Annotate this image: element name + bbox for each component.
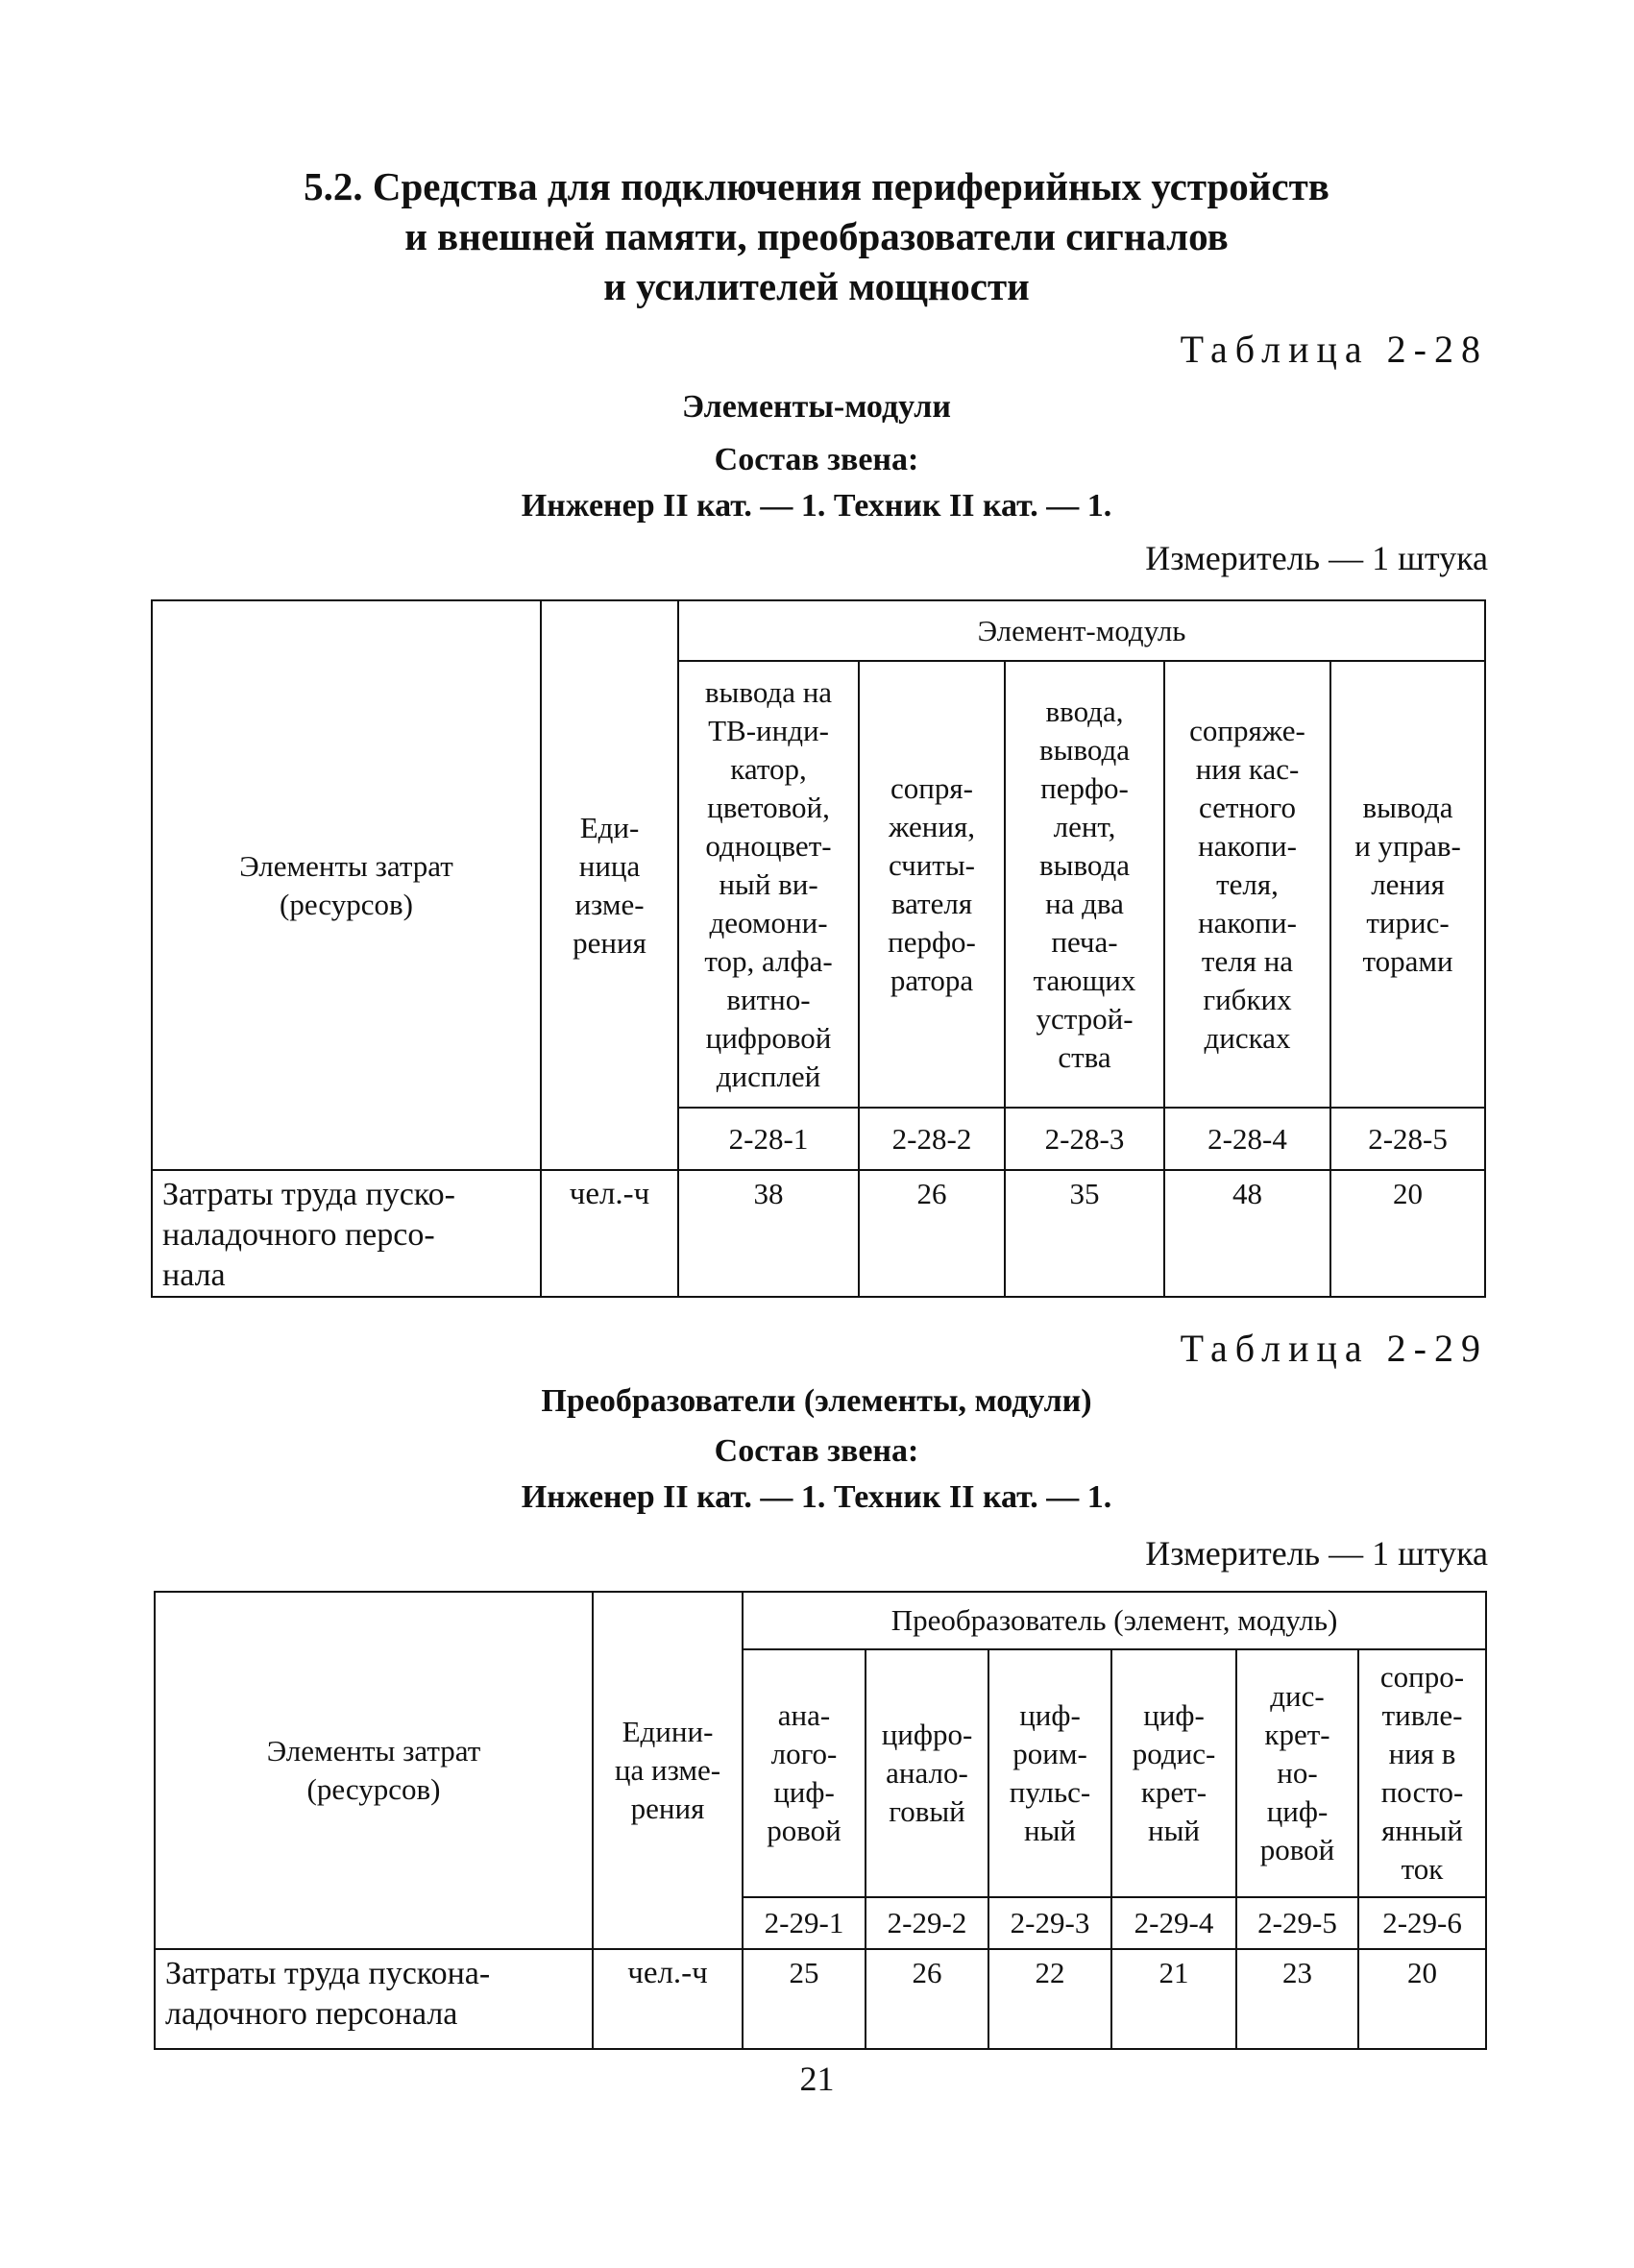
crew-title: Состав звена: [714,1433,919,1469]
table-2-28 [151,599,1486,1298]
column-code: 2-29-4 [1111,1897,1236,1949]
column-header: циф- родис- крет- ный [1111,1649,1236,1897]
column-header: сопря- жения, считы- вателя перфо- ратора [859,661,1005,1108]
row-value: 25 [743,1949,866,2049]
row-value: 21 [1111,1949,1236,2049]
column-header: сопро- тивле- ния в посто- янный ток [1358,1649,1486,1897]
table-row [152,1170,1485,1297]
row-value: 23 [1236,1949,1358,2049]
column-code: 2-29-1 [743,1897,866,1949]
row-value: 26 [859,1170,1005,1297]
table-2-29 [154,1591,1487,2050]
header-cost-elements: Элементы затрат (ресурсов) [155,1592,593,1949]
page-number: 21 [799,2060,835,2098]
crew-title: Состав звена: [714,442,919,477]
column-header: вывода на ТВ-инди- катор, цветовой, одноцвет- ный ви- деомони- тор, алфа- витно- цифровой дисплей [678,661,859,1108]
section-title-line: 5.2. Средства для подключения периферийных устройств [304,164,1329,208]
crew-composition: Инженер II кат. — 1. Техник II кат. — 1. [521,1479,1112,1515]
column-code: 2-28-3 [1005,1108,1164,1170]
column-code: 2-28-2 [859,1108,1005,1170]
row-unit: чел.-ч [541,1170,678,1297]
column-code: 2-28-5 [1330,1108,1485,1170]
column-header: цифро- анало- говый [866,1649,988,1897]
column-header: вывода и управ- ления тирис- торами [1330,661,1485,1108]
header-group: Преобразователь (элемент, модуль) [743,1592,1486,1649]
row-value: 38 [678,1170,859,1297]
row-name: Затраты труда пускона- ладочного персонала [155,1949,593,2049]
column-header: дис- крет- но- циф- ровой [1236,1649,1358,1897]
table-label: Таблица 2-29 [1180,1327,1488,1370]
row-value: 22 [988,1949,1111,2049]
table-caption: Элементы-модули [682,389,951,425]
header-group: Элемент-модуль [678,600,1485,661]
row-unit: чел.-ч [593,1949,743,2049]
row-value: 48 [1164,1170,1330,1297]
column-code: 2-28-4 [1164,1108,1330,1170]
measure-unit: Измеритель — 1 штука [1145,539,1488,577]
section-title [144,161,1489,311]
column-code: 2-29-2 [866,1897,988,1949]
column-header: сопряже- ния кас- сетного накопи- теля, накопи- теля на гибких дисках [1164,661,1330,1108]
column-header: ана- лого- циф- ровой [743,1649,866,1897]
section-title-line: и внешней памяти, преобразователи сигналов [404,214,1229,258]
row-value: 26 [866,1949,988,2049]
column-header: ввода, вывода перфо- лент, вывода на два печа- тающих устрой- ства [1005,661,1164,1108]
header-cost-elements: Элементы затрат (ресурсов) [152,600,541,1170]
column-code: 2-29-6 [1358,1897,1486,1949]
column-code: 2-29-5 [1236,1897,1358,1949]
crew-composition: Инженер II кат. — 1. Техник II кат. — 1. [521,488,1112,524]
header-unit: Едини- ца изме- рения [593,1592,743,1949]
section-title-line: и усилителей мощности [603,264,1030,308]
column-header: циф- роим- пульс- ный [988,1649,1111,1897]
column-code: 2-29-3 [988,1897,1111,1949]
row-value: 35 [1005,1170,1164,1297]
table-label: Таблица 2-28 [1180,328,1488,371]
row-value: 20 [1330,1170,1485,1297]
table-row [155,1949,1486,2049]
header-unit: Еди- ница изме- рения [541,600,678,1170]
row-name: Затраты труда пуско- наладочного персо- нала [152,1170,541,1297]
table-caption: Преобразователи (элементы, модули) [541,1383,1092,1419]
column-code: 2-28-1 [678,1108,859,1170]
row-value: 20 [1358,1949,1486,2049]
measure-unit: Измеритель — 1 штука [1145,1534,1488,1573]
